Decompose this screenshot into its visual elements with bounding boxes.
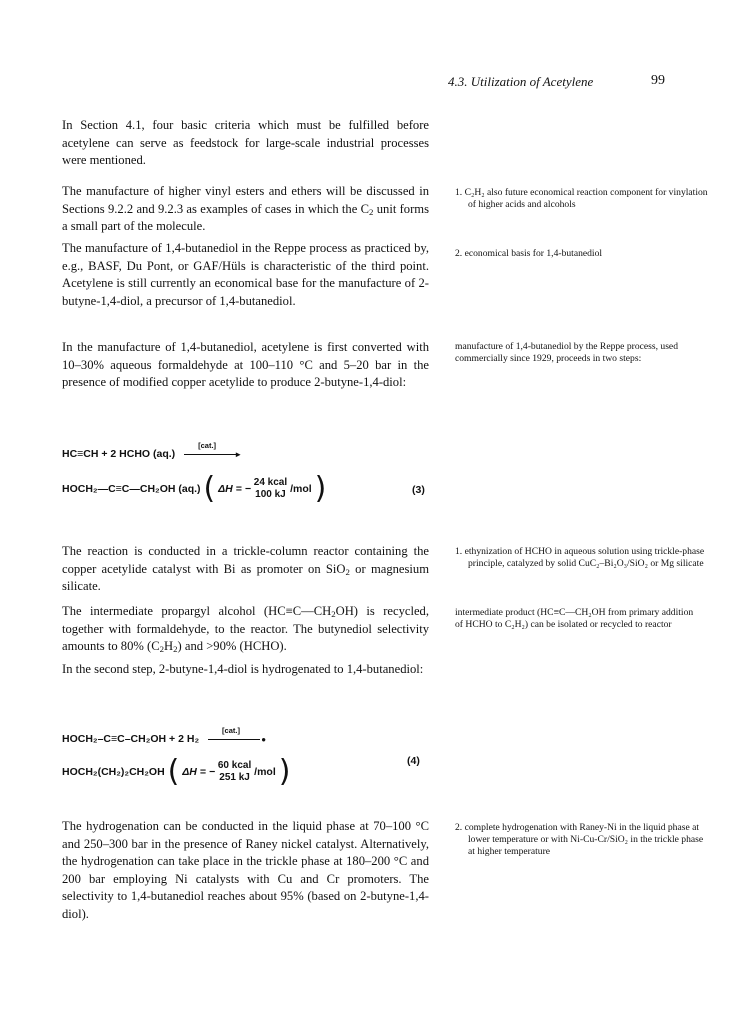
margin-note-intermediate: intermediate product (HC≡C—CH₂OH from primary addition of HCHO to C₂H₂) can be isolated or recycled to reactor xyxy=(455,607,694,630)
margin-note-2: 2. economical basis for 1,4-butanediol xyxy=(455,248,603,259)
equation-number-4: (4) xyxy=(407,755,420,767)
paragraph-vinyl-esters: The manufacture of higher vinyl esters and ethers will be discussed in Sections 9.2.2 and 9.2.3 as examples of cases in which the $C_2$ unit forms a small part of the molecule. xyxy=(62,184,429,234)
paragraph-hydrogenation: The hydrogenation can be conducted in the liquid phase at 70–100 °C and 250–300 bar in the presence of Raney nickel catalyst. Alternatively, the hydrogenation can take place in the trickle phase at 180–200 °C and 200 bar employing Ni catalysts with Cu and Cr promoters. The selectivity to 1,4-butanediol reaches about 95% (based on 2-butyne-1,4-diol). xyxy=(62,819,429,921)
paragraph-trickle-column: The reaction is conducted in a trickle-column reactor containing the copper acetylide catalyst with Bi as promoter on SiO$_2$ or magnesium silicate. xyxy=(62,544,430,594)
enthalpy-label: ΔH = − xyxy=(218,483,251,495)
equation-3-line1: HC≡CH + 2 HCHO (aq.) [cat.] ► xyxy=(62,440,243,460)
paragraph-second-step: In the second step, 2-butyne-1,4-diol is hydrogenated to 1,4-butanediol: xyxy=(62,662,424,676)
equation-4-line1: HOCH₂–C≡C–CH₂OH + 2 H₂ [cat.] ● xyxy=(62,725,267,745)
equation-number-3: (3) xyxy=(412,484,425,496)
reaction-arrow: [cat.] ● xyxy=(208,739,266,740)
paragraph-first-step: In the manufacture of 1,4-butanediol, acetylene is first converted with 10–30% aqueous formaldehyde at 100–110 °C and 5–20 bar in the presence of modified copper acetylide to produce 2-butyne-1,4-diol: xyxy=(62,340,429,390)
margin-note-ethynization: 1. ethynization of HCHO in aqueous solution using trickle-phase principle, catalyzed by solid CuC₂–Bi₂O₃/SiO₂ or Mg silicate xyxy=(455,546,705,569)
paragraph-reppe-process: The manufacture of 1,4-butanediol in the Reppe process as practiced by, e.g., BASF, Du Pont, or GAF/Hüls is characteristic of the third point. Acetylene is still currently an economical base for the manufacture of 2-butyne-1,4-diol, a precursor of 1,4-butanediol. xyxy=(62,241,429,308)
margin-note-reppe: manufacture of 1,4-butanediol by the Reppe process, used commercially since 1929, proceeds in two steps: xyxy=(455,341,678,364)
page-number: 99 xyxy=(651,73,665,88)
enthalpy-fraction: 60 kcal 251 kJ xyxy=(217,760,252,783)
reaction-arrow: [cat.] ► xyxy=(184,454,242,455)
margin-note-1: 1. C₂H₂ also future economical reaction component for vinylation of higher acids and alcohols xyxy=(455,187,708,210)
paragraph-propargyl-alcohol: The intermediate propargyl alcohol $(HC\equiv C—CH_2OH)$ is recycled, together with formaldehyde, to the reactor. The butynediol selectivity amounts to 80% $(C_2H_2)$ and >90% (HCHO). xyxy=(62,604,429,655)
equation-4-line2: HOCH₂(CH₂)₂CH₂OH ( ΔH = − 60 kcal 251 kJ /mol ) (4) xyxy=(62,754,420,789)
enthalpy-label: ΔH = − xyxy=(182,766,215,778)
equation-3-line2: HOCH₂—C≡C—CH₂OH (aq.) ( ΔH = − 24 kcal 100 kJ /mol ) (3) xyxy=(62,471,425,506)
margin-note-hydrogenation: 2. complete hydrogenation with Raney-Ni in the liquid phase at lower temperature or with Ni-Cu-Cr/SiO₂ in the trickle phase at higher temperature xyxy=(455,822,704,857)
running-header-title: 4.3. Utilization of Acetylene xyxy=(448,74,594,89)
paragraph-criteria: In Section 4.1, four basic criteria which must be fulfilled before acetylene can serve as feedstock for large-scale industrial processes were mentioned. xyxy=(62,118,429,168)
enthalpy-fraction: 24 kcal 100 kJ xyxy=(253,477,288,500)
